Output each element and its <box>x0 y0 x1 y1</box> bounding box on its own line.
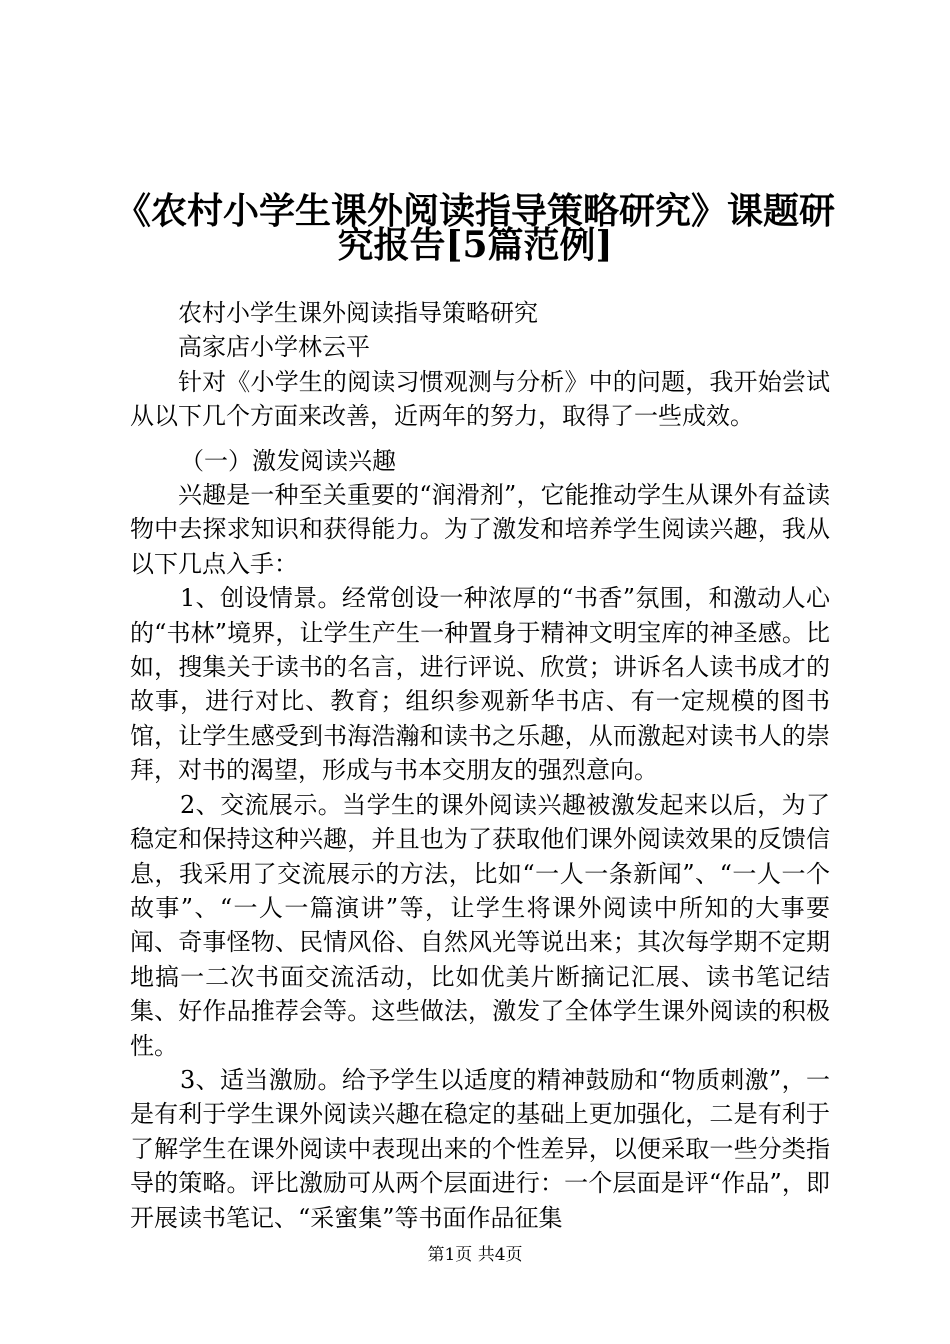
document-title-line1: 《农村小学生课外阅读指导策略研究》课题研 <box>114 190 835 232</box>
paragraph-topic: 农村小学生课外阅读指导策略研究 <box>178 299 538 327</box>
paragraph-interest: 兴趣是一种至关重要的“润滑剂”，它能推动学生从课外有益读物中去探求知识和获得能力。为了激发和培养学生阅读兴趣，我从以下几点入手： <box>130 481 830 578</box>
paragraph-item-1: 1、创设情景。经常创设一种浓厚的“书香”氛围，和激动人心的“书林”境界，让学生产生一种置身于精神文明宝库的神圣感。比如，搜集关于读书的名言，进行评说、欣赏；讲诉名人读书成才的故事，进行对比、教育；组织参观新华书店、有一定规模的图书馆，让学生感受到书海浩瀚和读书之乐趣，从而激起对读书人的崇拜，对书的渴望，形成与书本交朋友的强烈意向。 <box>130 584 830 785</box>
paragraph-author: 高家店小学林云平 <box>178 333 370 362</box>
paragraph-item-2: 2、交流展示。当学生的课外阅读兴趣被激发起来以后，为了稳定和保持这种兴趣，并且也为了获取他们课外阅读效果的反馈信息，我采用了交流展示的方法，比如“一人一条新闻”、“一人一个故事”、“一人一篇演讲”等，让学生将课外阅读中所知的大事要闻、奇事怪物、民情风俗、自然风光等说出来；其次每学期不定期地搞一二次书面交流活动，比如优美片断摘记汇展、读书笔记结集、好作品推荐会等。这些做法，激发了全体学生课外阅读的积极性。 <box>130 790 830 1060</box>
paragraph-intro: 针对《小学生的阅读习惯观测与分析》中的问题，我开始尝试从以下几个方面来改善，近两年的努力，取得了一些成效。 <box>130 367 830 431</box>
page-footer: 第1页 共4页 <box>427 1245 523 1265</box>
paragraph-item-3: 3、适当激励。给予学生以适度的精神鼓励和“物质刺激”，一是有利于学生课外阅读兴趣在稳定的基础上更加强化，二是有利于了解学生在课外阅读中表现出来的个性差异，以便采取一些分类指导的策略。评比激励可从两个层面进行：一个层面是评“作品”，即开展读书笔记、“采蜜集”等书面作品征集 <box>130 1065 830 1232</box>
document-body <box>130 296 830 1235</box>
document-title-line2: 究报告[5篇范例] <box>337 224 613 266</box>
section-heading: （一）激发阅读兴趣 <box>180 446 396 475</box>
